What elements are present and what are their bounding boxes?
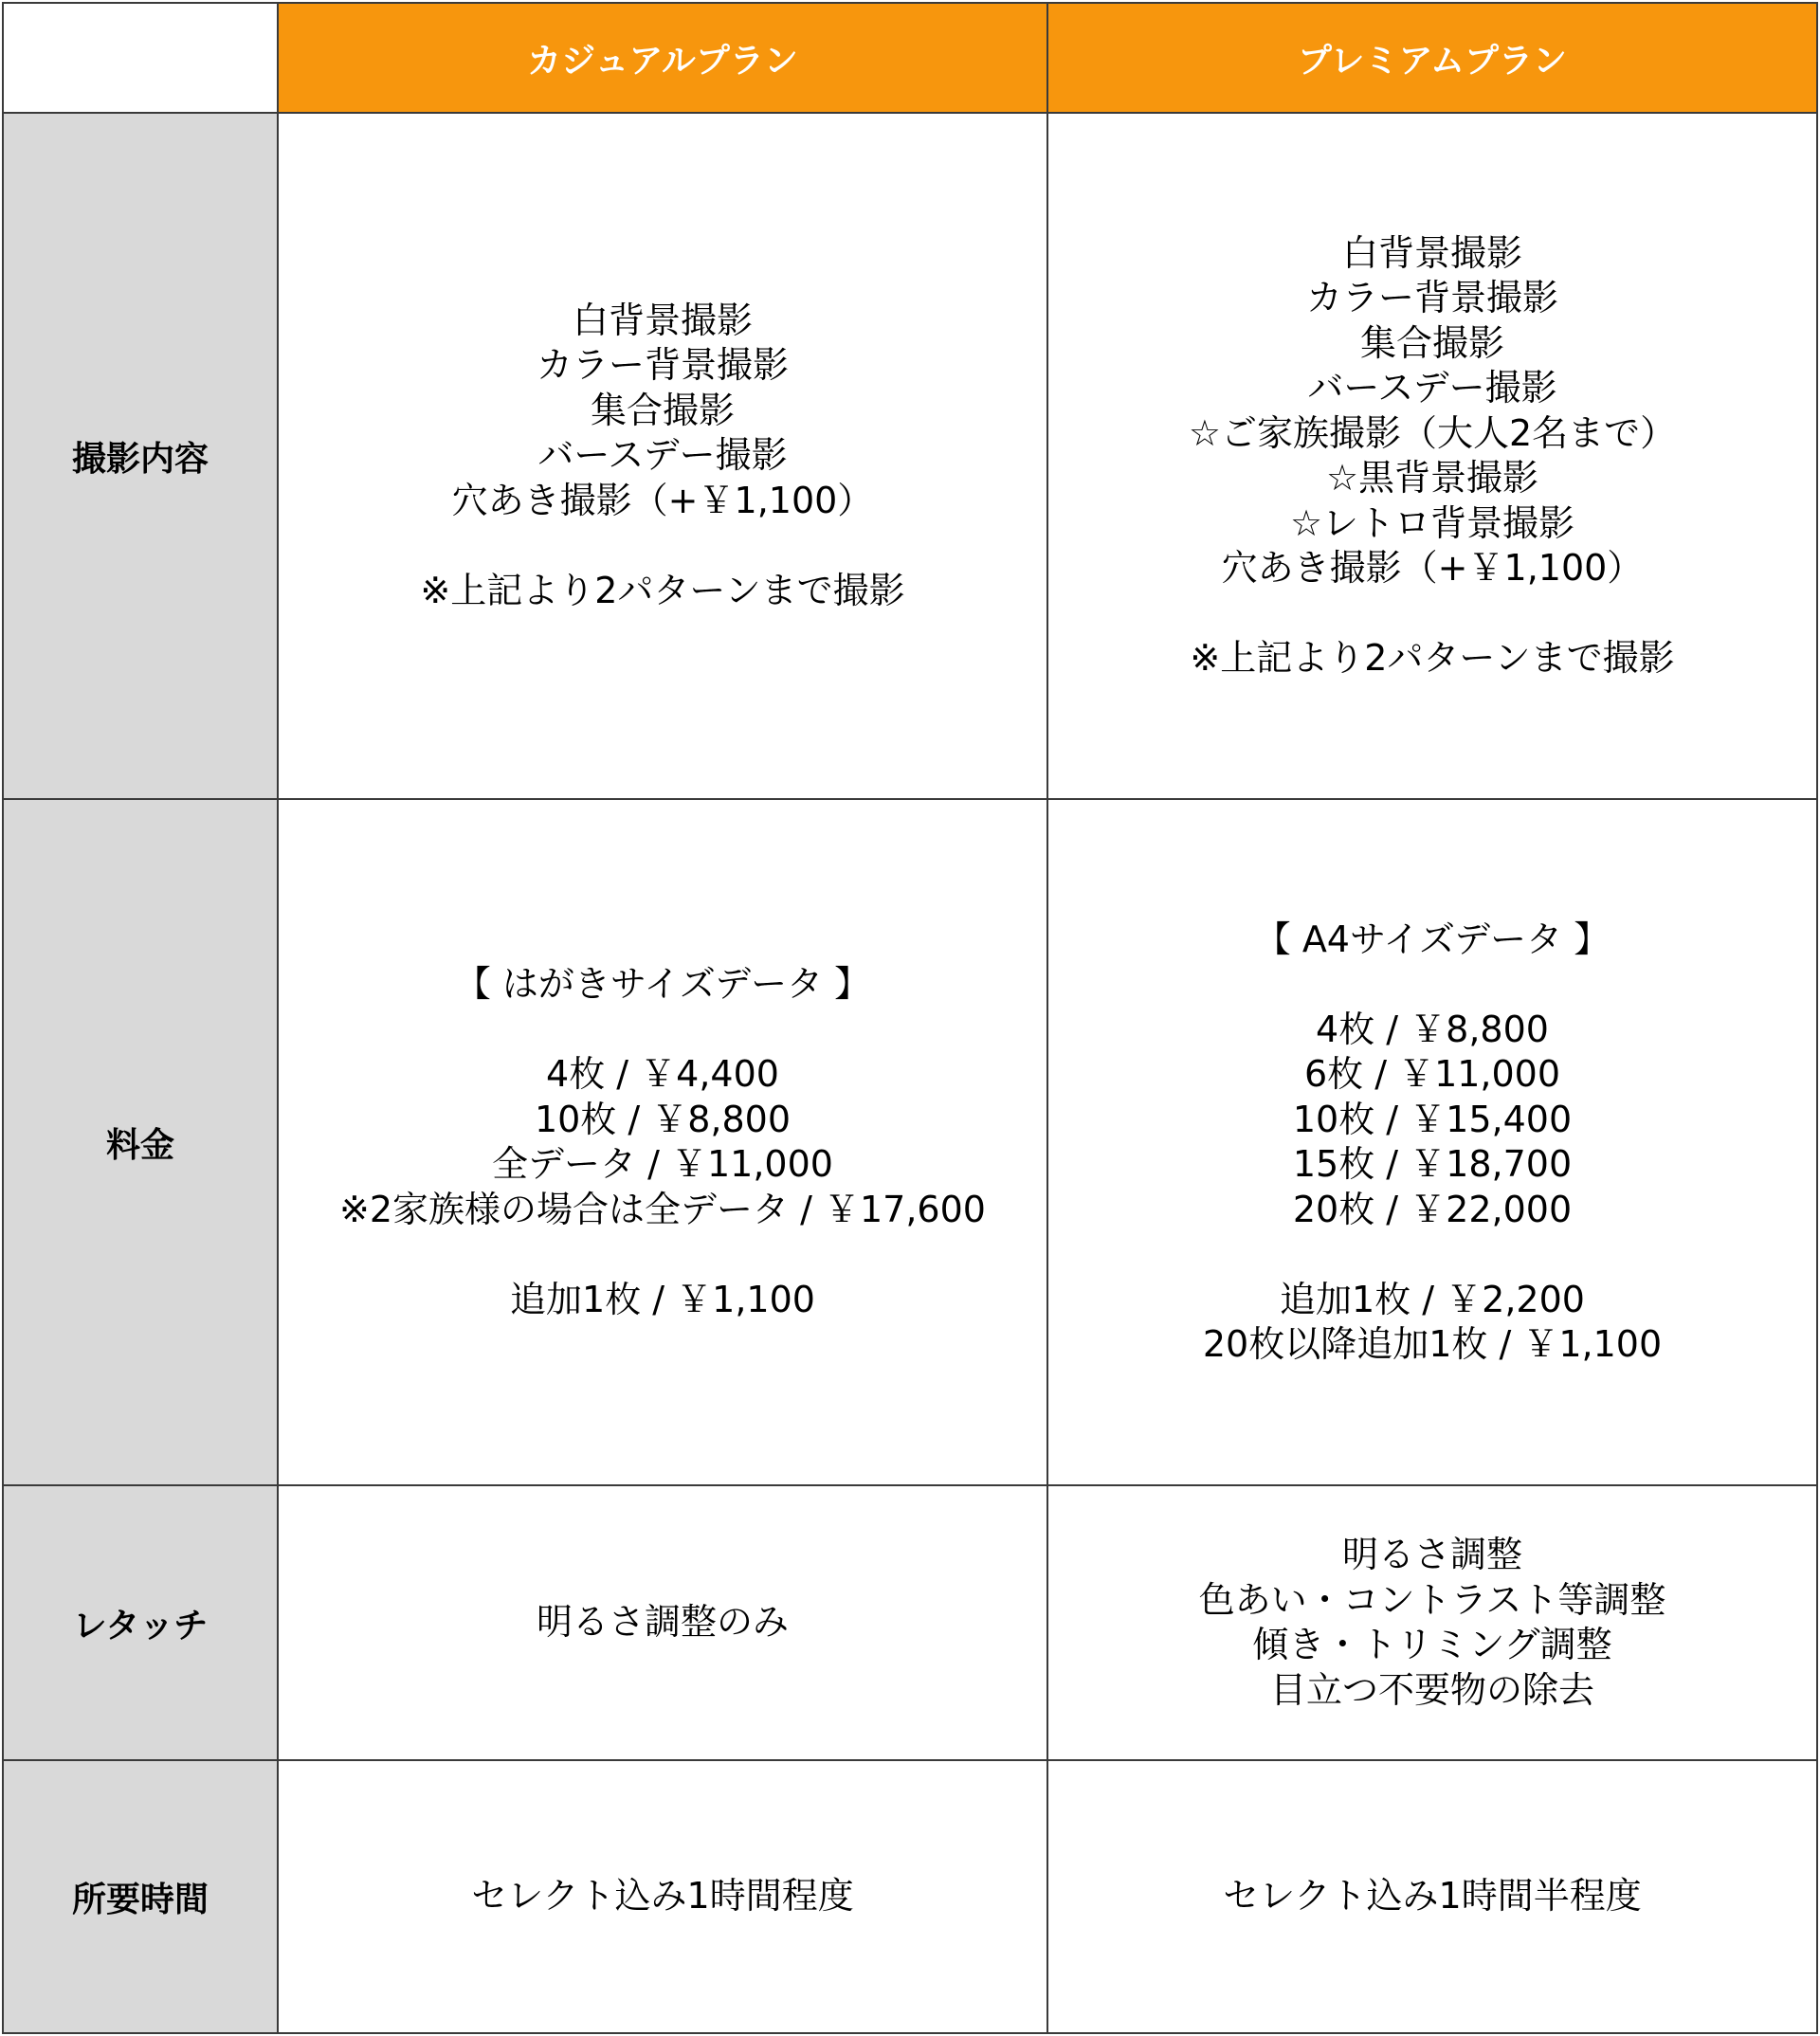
premium-duration-lines [1048, 1874, 1816, 1919]
price-line: ※2家族様の場合は全データ / ￥17,600 [339, 1188, 986, 1230]
premium-retouch-lines [1048, 1533, 1816, 1713]
retouch-line: 目立つ不要物の除去 [1269, 1668, 1594, 1711]
casual-price-lines [279, 962, 1046, 1322]
content-line: ※上記より2パターンまで撮影 [420, 569, 905, 611]
premium-retouch-cell [1047, 1485, 1817, 1760]
row-price [3, 799, 1817, 1485]
content-line: 集合撮影 [590, 389, 735, 431]
plan-comparison-table [2, 2, 1818, 2034]
price-line: 20枚以降追加1枚 / ￥1,100 [1202, 1323, 1663, 1365]
price-line: 20枚 / ￥22,000 [1292, 1188, 1573, 1230]
premium-price-lines [1048, 918, 1816, 1368]
content-line: バースデー撮影 [537, 434, 788, 477]
row-shooting-content [3, 113, 1817, 799]
row-retouch [3, 1485, 1817, 1760]
content-line: カラー背景撮影 [1305, 277, 1558, 318]
content-line: 白背景撮影 [572, 299, 753, 341]
price-line: 10枚 / ￥15,400 [1292, 1098, 1573, 1140]
premium-duration-cell [1047, 1760, 1817, 2033]
content-line: 集合撮影 [1359, 321, 1504, 364]
casual-duration-cell [278, 1760, 1047, 2033]
price-line: 4枚 / ￥8,800 [1316, 1008, 1549, 1050]
price-line: 追加1枚 / ￥2,200 [1280, 1278, 1585, 1320]
price-line: 10枚 / ￥8,800 [534, 1098, 792, 1140]
row-label-retouch: レタッチ [3, 1485, 278, 1760]
price-line: 追加1枚 / ￥1,100 [510, 1278, 815, 1320]
premium-price-cell [1047, 799, 1817, 1485]
price-line: 【 はがきサイズデータ 】 [454, 963, 871, 1005]
content-line: ☆レトロ背景撮影 [1289, 501, 1575, 544]
header-row [3, 3, 1817, 113]
premium-shooting-content-lines [1048, 231, 1816, 682]
duration-line: セレクト込み1時間程度 [471, 1875, 854, 1918]
row-duration [3, 1760, 1817, 2033]
premium-shooting-content-cell [1047, 113, 1817, 799]
content-line: ☆ご家族撮影（大人2名まで） [1188, 411, 1677, 454]
casual-plan-header: カジュアルプラン [278, 3, 1047, 113]
casual-retouch-lines [279, 1600, 1046, 1645]
content-line: ※上記より2パターンまで撮影 [1190, 637, 1675, 679]
content-line: カラー背景撮影 [536, 344, 789, 387]
casual-duration-lines [279, 1874, 1046, 1919]
row-label-price: 料金 [3, 799, 278, 1485]
row-label-shooting-content: 撮影内容 [3, 113, 278, 799]
content-line: バースデー撮影 [1307, 367, 1557, 409]
price-line: 全データ / ￥11,000 [492, 1143, 833, 1185]
price-line: 15枚 / ￥18,700 [1292, 1143, 1573, 1185]
casual-shooting-content-lines [279, 299, 1046, 614]
premium-plan-header: プレミアムプラン [1047, 3, 1817, 113]
content-line: 穴あき撮影（+￥1,100） [1221, 547, 1644, 589]
retouch-line: 傾き・トリミング調整 [1252, 1624, 1612, 1665]
retouch-line: 色あい・コントラスト等調整 [1198, 1578, 1666, 1621]
content-line: 白背景撮影 [1341, 231, 1522, 274]
content-line: ☆黒背景撮影 [1325, 457, 1539, 499]
casual-retouch-cell [278, 1485, 1047, 1760]
casual-shooting-content-cell [278, 113, 1047, 799]
content-line: 穴あき撮影（+￥1,100） [451, 479, 874, 521]
corner-cell [3, 3, 278, 113]
retouch-line: 明るさ調整 [1341, 1534, 1522, 1575]
price-line: 【 A4サイズデータ 】 [1254, 918, 1611, 960]
duration-line: セレクト込み1時間半程度 [1223, 1875, 1642, 1918]
price-line: 6枚 / ￥11,000 [1303, 1053, 1561, 1095]
retouch-line: 明るさ調整のみ [536, 1601, 789, 1644]
casual-price-cell [278, 799, 1047, 1485]
price-line: 4枚 / ￥4,400 [546, 1053, 779, 1095]
row-label-duration: 所要時間 [3, 1760, 278, 2033]
